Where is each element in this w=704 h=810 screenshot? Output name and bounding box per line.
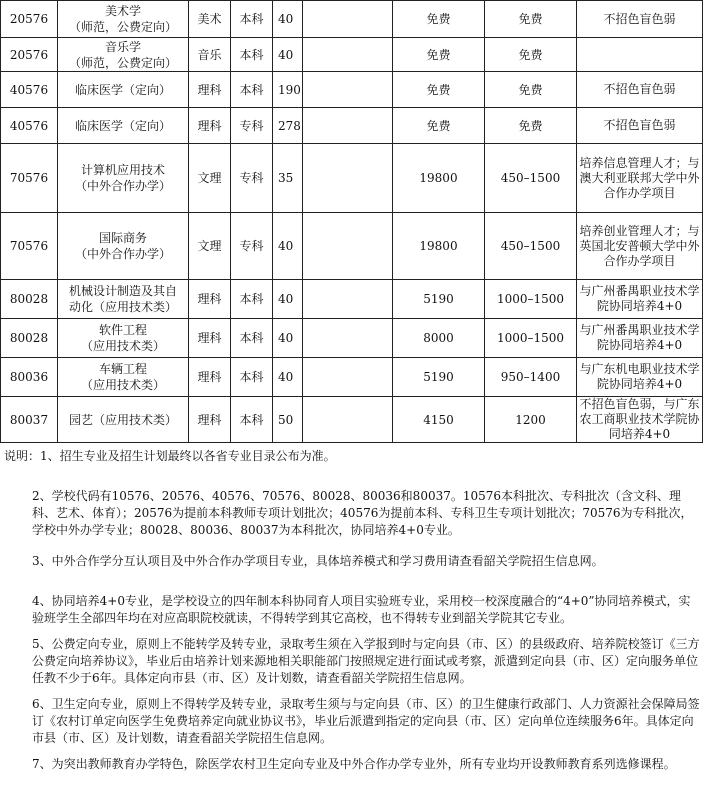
cell-remarks: 与广东机电职业技术学 院协同培养4+0 xyxy=(577,358,703,397)
cell-tuition: 免费 xyxy=(393,72,485,108)
cell-major: 临床医学（定向） xyxy=(58,108,189,144)
cell-school-code: 40576 xyxy=(1,72,58,108)
cell-blank xyxy=(303,72,393,108)
cell-level: 专科 xyxy=(231,108,273,144)
note-6: 6、卫生定向专业，原则上不得转学及转专业，录取考生须与与定向县（市、区）的卫生健康行政部门、人力资源社会保障局签订《农村订单定向医学生免费培养定向就业协议书》，毕业后派遣到指定的定向县（市、区）定向单位连续服务6年。具体定向市县（市、区）及计划数，请查看韶关学院招生信息网。 xyxy=(32,697,700,745)
cell-level: 本科 xyxy=(231,72,273,108)
cell-plan-count: 50 xyxy=(273,397,303,443)
cell-level: 专科 xyxy=(231,144,273,213)
cell-remarks: 培养创业管理人才；与 英国北安普顿大学中外 合作办学项目 xyxy=(577,213,703,280)
cell-school-code: 80036 xyxy=(1,358,58,397)
cell-blank xyxy=(303,319,393,358)
cell-lodging: 免费 xyxy=(485,1,577,38)
cell-remarks: 培养信息管理人才；与 澳大利亚联邦大学中外 合作办学项目 xyxy=(577,144,703,213)
cell-blank xyxy=(303,1,393,38)
note-3: 3、中外合作学分互认项目及中外合作办学项目专业，具体培养模式和学习费用请查看韶关学院招生信息网。 xyxy=(32,554,604,568)
cell-remarks: 不招色盲色弱 xyxy=(577,1,703,38)
cell-school-code: 80028 xyxy=(1,319,58,358)
cell-blank xyxy=(303,144,393,213)
cell-subject: 美术 xyxy=(189,1,231,38)
cell-major: 软件工程 （应用技术类） xyxy=(58,319,189,358)
table-row xyxy=(1,397,703,443)
cell-tuition: 19800 xyxy=(393,213,485,280)
cell-blank xyxy=(303,213,393,280)
cell-plan-count: 40 xyxy=(273,38,303,72)
cell-lodging: 450–1500 xyxy=(485,144,577,213)
cell-subject: 音乐 xyxy=(189,38,231,72)
cell-subject: 理科 xyxy=(189,280,231,319)
cell-school-code: 20576 xyxy=(1,38,58,72)
cell-major: 园艺（应用技术类） xyxy=(58,397,189,443)
table-row xyxy=(1,72,703,108)
note-5: 5、公费定向专业，原则上不能转学及转专业，录取考生须在入学报到时与定向县（市、区）的县级政府、培养院校签订《三方公费定向培养协议》，毕业后由培养计划来源地相关职能部门按照规定进行面试或考察，派遣到定向县（市、区）定向服务单位任教不少于6年。具体定向市县（市、区）及计划数，请查看韶关学院招生信息网。 xyxy=(32,637,700,685)
note-1: 说明：1、招生专业及招生计划最终以各省专业目录公布为准。 xyxy=(4,449,336,463)
cell-lodging: 950–1400 xyxy=(485,358,577,397)
cell-major: 美术学 （师范，公费定向） xyxy=(58,1,189,38)
table-row xyxy=(1,319,703,358)
cell-lodging: 1000–1500 xyxy=(485,280,577,319)
cell-subject: 理科 xyxy=(189,108,231,144)
cell-plan-count: 278 xyxy=(273,108,303,144)
note-4: 4、协同培养4+0专业，是学校设立的四年制本科协同育人项目实验班专业，采用校一校深度融合的“4+0”协同培养模式，实验班学生全部四年均在对应高职院校就读，不得转学到其它高校，也不得转专业到韶关学院其它专业。 xyxy=(32,594,691,625)
cell-lodging: 免费 xyxy=(485,108,577,144)
table-row xyxy=(1,213,703,280)
cell-subject: 理科 xyxy=(189,319,231,358)
cell-tuition: 免费 xyxy=(393,38,485,72)
cell-major: 车辆工程 （应用技术类） xyxy=(58,358,189,397)
cell-plan-count: 40 xyxy=(273,358,303,397)
cell-lodging: 1000–1500 xyxy=(485,319,577,358)
cell-major: 国际商务 （中外合作办学） xyxy=(58,213,189,280)
cell-plan-count: 190 xyxy=(273,72,303,108)
cell-lodging: 免费 xyxy=(485,38,577,72)
cell-blank xyxy=(303,108,393,144)
cell-tuition: 19800 xyxy=(393,144,485,213)
cell-level: 本科 xyxy=(231,319,273,358)
cell-tuition: 5190 xyxy=(393,280,485,319)
cell-blank xyxy=(303,397,393,443)
cell-school-code: 80037 xyxy=(1,397,58,443)
cell-plan-count: 40 xyxy=(273,213,303,280)
table-row xyxy=(1,358,703,397)
cell-remarks: 与广州番禺职业技术学 院协同培养4+0 xyxy=(577,280,703,319)
cell-plan-count: 40 xyxy=(273,1,303,38)
cell-subject: 理科 xyxy=(189,397,231,443)
cell-tuition: 免费 xyxy=(393,108,485,144)
cell-tuition: 5190 xyxy=(393,358,485,397)
table-row xyxy=(1,1,703,38)
cell-plan-count: 35 xyxy=(273,144,303,213)
cell-remarks: 与广州番禺职业技术学 院协同培养4+0 xyxy=(577,319,703,358)
cell-lodging: 免费 xyxy=(485,72,577,108)
cell-major: 音乐学 （师范，公费定向） xyxy=(58,38,189,72)
cell-school-code: 40576 xyxy=(1,108,58,144)
cell-school-code: 70576 xyxy=(1,144,58,213)
cell-school-code: 80028 xyxy=(1,280,58,319)
cell-subject: 理科 xyxy=(189,72,231,108)
cell-plan-count: 40 xyxy=(273,319,303,358)
cell-plan-count: 40 xyxy=(273,280,303,319)
cell-school-code: 20576 xyxy=(1,1,58,38)
cell-blank xyxy=(303,280,393,319)
cell-level: 本科 xyxy=(231,397,273,443)
cell-major: 临床医学（定向） xyxy=(58,72,189,108)
cell-lodging: 450–1500 xyxy=(485,213,577,280)
cell-major: 机械设计制造及其自 动化（应用技术类） xyxy=(58,280,189,319)
cell-remarks: 不招色盲色弱 xyxy=(577,108,703,144)
cell-level: 本科 xyxy=(231,1,273,38)
cell-level: 专科 xyxy=(231,213,273,280)
cell-subject: 文理 xyxy=(189,144,231,213)
cell-major: 计算机应用技术 （中外合作办学） xyxy=(58,144,189,213)
cell-subject: 文理 xyxy=(189,213,231,280)
notes-section xyxy=(4,448,700,773)
cell-tuition: 8000 xyxy=(393,319,485,358)
cell-blank xyxy=(303,38,393,72)
cell-remarks: 不招色盲色弱 xyxy=(577,72,703,108)
cell-blank xyxy=(303,358,393,397)
note-2: 2、学校代码有10576、20576、40576、70576、80028、80036和80037。10576本科批次、专科批次（含文科、理科、艺术、体育）；20576为提前本科教师专项计划批次；40576为提前本科、专科卫生专项计划批次；70576为专科批次，学校中外办学专业；80028、80036、80037为本科批次，协同培养4+0专业。 xyxy=(32,489,693,537)
table-row xyxy=(1,108,703,144)
cell-level: 本科 xyxy=(231,38,273,72)
cell-tuition: 4150 xyxy=(393,397,485,443)
cell-subject: 理科 xyxy=(189,358,231,397)
cell-tuition: 免费 xyxy=(393,1,485,38)
table-row xyxy=(1,144,703,213)
note-7: 7、为突出教师教育办学特色，除医学农村卫生定向专业及中外合作办学专业外，所有专业均开设教师教育系列选修课程。 xyxy=(32,757,676,771)
cell-school-code: 70576 xyxy=(1,213,58,280)
table-row xyxy=(1,280,703,319)
cell-level: 本科 xyxy=(231,280,273,319)
cell-remarks xyxy=(577,38,703,72)
table-row xyxy=(1,38,703,72)
cell-remarks: 不招色盲色弱，与广东 农工商职业技术学院协 同培养4+0 xyxy=(577,397,703,443)
cell-level: 本科 xyxy=(231,358,273,397)
cell-lodging: 1200 xyxy=(485,397,577,443)
